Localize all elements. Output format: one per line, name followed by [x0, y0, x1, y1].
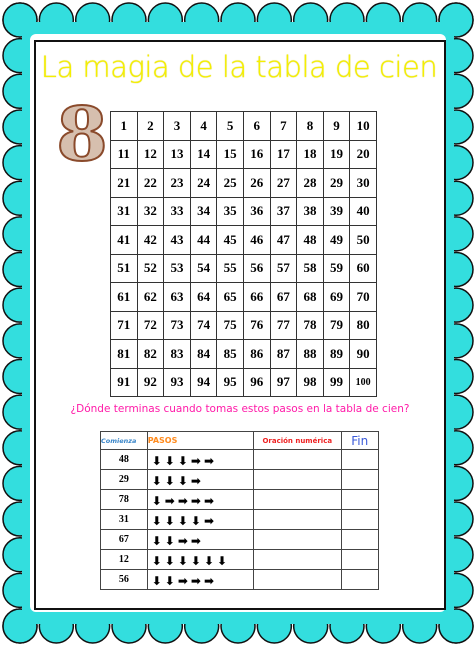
hundred-cell: 14 [190, 140, 217, 169]
hundred-cell: 45 [217, 226, 244, 255]
arrow-right-icon: ➡ [190, 474, 201, 488]
arrow-right-icon: ➡ [177, 534, 188, 548]
hundred-cell: 21 [111, 169, 138, 198]
hundred-cell: 27 [270, 169, 297, 198]
arrow-right-icon: ➡ [190, 454, 201, 468]
hundred-cell: 44 [190, 226, 217, 255]
hundred-cell: 60 [350, 254, 377, 283]
header-steps: PASOS [147, 432, 253, 450]
arrow-down-icon: ⬇ [164, 554, 175, 568]
hundred-cell: 92 [137, 368, 164, 397]
hundred-cell: 1 [111, 112, 138, 141]
hundred-cell: 66 [243, 283, 270, 312]
hundred-cell: 26 [243, 169, 270, 198]
equation-answer-cell[interactable] [254, 490, 342, 510]
hundred-cell: 39 [323, 197, 350, 226]
arrow-down-icon: ⬇ [190, 554, 201, 568]
hundred-cell: 7 [270, 112, 297, 141]
hundred-cell: 47 [270, 226, 297, 255]
arrow-down-icon: ⬇ [177, 514, 188, 528]
start-number: 78 [101, 490, 148, 510]
hundred-row [111, 368, 377, 397]
hundred-cell: 25 [217, 169, 244, 198]
arrow-down-icon: ⬇ [151, 574, 162, 588]
arrow-down-icon: ⬇ [151, 454, 162, 468]
step-arrows [147, 490, 253, 510]
end-answer-cell[interactable] [341, 530, 378, 550]
hundred-cell: 30 [350, 169, 377, 198]
arrow-down-icon: ⬇ [177, 474, 188, 488]
hundred-cell: 63 [164, 283, 191, 312]
start-number: 31 [101, 510, 148, 530]
step-arrows [147, 450, 253, 470]
end-answer-cell[interactable] [341, 550, 378, 570]
start-number: 48 [101, 450, 148, 470]
arrow-down-icon: ⬇ [151, 474, 162, 488]
arrow-right-icon: ➡ [203, 514, 214, 528]
equation-answer-cell[interactable] [254, 510, 342, 530]
hundred-cell: 72 [137, 311, 164, 340]
hundred-cell: 74 [190, 311, 217, 340]
hundred-cell: 84 [190, 340, 217, 369]
hundred-cell: 16 [243, 140, 270, 169]
hundred-row [111, 340, 377, 369]
equation-answer-cell[interactable] [254, 530, 342, 550]
hundred-cell: 89 [323, 340, 350, 369]
arrow-down-icon: ⬇ [151, 534, 162, 548]
hundred-cell: 49 [323, 226, 350, 255]
hundred-row [111, 112, 377, 141]
arrow-down-icon: ⬇ [177, 554, 188, 568]
hundred-cell: 11 [111, 140, 138, 169]
start-number: 56 [101, 570, 148, 590]
hundred-row [111, 169, 377, 198]
hundred-cell: 40 [350, 197, 377, 226]
hundred-cell: 54 [190, 254, 217, 283]
hundred-cell: 55 [217, 254, 244, 283]
hundred-cell: 38 [297, 197, 324, 226]
steps-row [101, 510, 379, 530]
hundred-cell: 28 [297, 169, 324, 198]
arrow-down-icon: ⬇ [164, 474, 175, 488]
hundred-cell: 70 [350, 283, 377, 312]
hundred-cell: 8 [297, 112, 324, 141]
hundred-cell: 52 [137, 254, 164, 283]
hundred-cell: 90 [350, 340, 377, 369]
end-answer-cell[interactable] [341, 510, 378, 530]
start-number: 29 [101, 470, 148, 490]
hundred-cell: 13 [164, 140, 191, 169]
hundred-cell: 10 [350, 112, 377, 141]
hundred-cell: 50 [350, 226, 377, 255]
hundred-cell: 62 [137, 283, 164, 312]
step-arrows [147, 470, 253, 490]
hundred-cell: 23 [164, 169, 191, 198]
hundred-cell: 17 [270, 140, 297, 169]
arrow-down-icon: ⬇ [217, 554, 228, 568]
hundred-cell: 41 [111, 226, 138, 255]
header-end: Fin [341, 432, 378, 450]
hundred-cell: 42 [137, 226, 164, 255]
start-number: 67 [101, 530, 148, 550]
hundred-cell: 97 [270, 368, 297, 397]
hundred-row [111, 311, 377, 340]
hundred-row [111, 197, 377, 226]
step-arrows [147, 530, 253, 550]
hundred-cell: 61 [111, 283, 138, 312]
steps-row [101, 470, 379, 490]
page-title: La magia de la tabla de cien [40, 50, 438, 84]
steps-row [101, 550, 379, 570]
arrow-down-icon: ⬇ [177, 454, 188, 468]
hundred-cell: 20 [350, 140, 377, 169]
hundred-cell: 5 [217, 112, 244, 141]
hundred-cell: 48 [297, 226, 324, 255]
hundred-cell: 18 [297, 140, 324, 169]
end-answer-cell[interactable] [341, 490, 378, 510]
hundred-row [111, 140, 377, 169]
hundred-cell: 76 [243, 311, 270, 340]
hundred-row [111, 283, 377, 312]
arrow-down-icon: ⬇ [164, 454, 175, 468]
hundred-cell: 82 [137, 340, 164, 369]
step-arrows [147, 550, 253, 570]
hundred-cell: 15 [217, 140, 244, 169]
arrow-down-icon: ⬇ [151, 514, 162, 528]
hundred-cell: 43 [164, 226, 191, 255]
hundred-cell: 79 [323, 311, 350, 340]
hundred-cell: 34 [190, 197, 217, 226]
step-arrows [147, 570, 253, 590]
hundred-cell: 35 [217, 197, 244, 226]
hundred-cell: 93 [164, 368, 191, 397]
hundred-cell: 69 [323, 283, 350, 312]
arrow-right-icon: ➡ [190, 494, 201, 508]
arrow-right-icon: ➡ [177, 574, 188, 588]
hundred-cell: 64 [190, 283, 217, 312]
hundred-cell: 33 [164, 197, 191, 226]
arrow-down-icon: ⬇ [190, 514, 201, 528]
equation-answer-cell[interactable] [254, 570, 342, 590]
hundred-cell: 32 [137, 197, 164, 226]
steps-row [101, 450, 379, 470]
hundred-cell: 31 [111, 197, 138, 226]
hundred-cell: 6 [243, 112, 270, 141]
equation-answer-cell[interactable] [254, 470, 342, 490]
equation-answer-cell[interactable] [254, 450, 342, 470]
hundred-cell: 88 [297, 340, 324, 369]
hundred-cell: 36 [243, 197, 270, 226]
arrow-right-icon: ➡ [190, 534, 201, 548]
arrow-right-icon: ➡ [203, 494, 214, 508]
hundred-cell: 96 [243, 368, 270, 397]
hundred-chart [110, 111, 377, 397]
hundred-cell: 9 [323, 112, 350, 141]
hundred-cell: 95 [217, 368, 244, 397]
hundred-row [111, 226, 377, 255]
arrow-down-icon: ⬇ [164, 574, 175, 588]
hundred-cell: 53 [164, 254, 191, 283]
hundred-cell: 83 [164, 340, 191, 369]
step-arrows [147, 510, 253, 530]
header-start: Comienza [101, 432, 148, 450]
end-answer-cell[interactable] [341, 570, 378, 590]
hundred-cell: 59 [323, 254, 350, 283]
end-answer-cell[interactable] [341, 450, 378, 470]
hundred-cell: 56 [243, 254, 270, 283]
steps-row [101, 530, 379, 550]
hundred-cell: 85 [217, 340, 244, 369]
steps-row [101, 570, 379, 590]
header-equation: Oración numérica [254, 432, 342, 450]
hundred-cell: 4 [190, 112, 217, 141]
equation-answer-cell[interactable] [254, 550, 342, 570]
steps-row [101, 490, 379, 510]
hundred-cell: 73 [164, 311, 191, 340]
arrow-down-icon: ⬇ [164, 534, 175, 548]
hundred-cell: 81 [111, 340, 138, 369]
arrow-right-icon: ➡ [164, 494, 175, 508]
arrow-down-icon: ⬇ [203, 554, 214, 568]
hundred-cell: 12 [137, 140, 164, 169]
start-number: 12 [101, 550, 148, 570]
arrow-right-icon: ➡ [190, 574, 201, 588]
hundred-cell: 19 [323, 140, 350, 169]
hundred-cell: 100 [350, 368, 377, 397]
arrow-right-icon: ➡ [203, 454, 214, 468]
hundred-cell: 94 [190, 368, 217, 397]
hundred-cell: 75 [217, 311, 244, 340]
hundred-row [111, 254, 377, 283]
hundred-cell: 65 [217, 283, 244, 312]
arrow-down-icon: ⬇ [151, 554, 162, 568]
arrow-down-icon: ⬇ [151, 494, 162, 508]
arrow-down-icon: ⬇ [164, 514, 175, 528]
hundred-cell: 86 [243, 340, 270, 369]
arrow-right-icon: ➡ [203, 574, 214, 588]
hundred-cell: 22 [137, 169, 164, 198]
hundred-cell: 91 [111, 368, 138, 397]
question-text: ¿Dónde terminas cuando tomas estos pasos en la tabla de cien? [70, 403, 410, 415]
big-number: 8 [56, 92, 108, 178]
hundred-cell: 71 [111, 311, 138, 340]
hundred-cell: 46 [243, 226, 270, 255]
hundred-cell: 37 [270, 197, 297, 226]
hundred-cell: 67 [270, 283, 297, 312]
hundred-cell: 3 [164, 112, 191, 141]
end-answer-cell[interactable] [341, 470, 378, 490]
hundred-cell: 24 [190, 169, 217, 198]
steps-table [100, 431, 379, 590]
arrow-right-icon: ➡ [177, 494, 188, 508]
hundred-cell: 2 [137, 112, 164, 141]
hundred-cell: 77 [270, 311, 297, 340]
hundred-cell: 80 [350, 311, 377, 340]
hundred-cell: 57 [270, 254, 297, 283]
hundred-cell: 87 [270, 340, 297, 369]
hundred-cell: 58 [297, 254, 324, 283]
hundred-cell: 68 [297, 283, 324, 312]
hundred-cell: 78 [297, 311, 324, 340]
hundred-cell: 99 [323, 368, 350, 397]
hundred-cell: 98 [297, 368, 324, 397]
hundred-cell: 51 [111, 254, 138, 283]
hundred-cell: 29 [323, 169, 350, 198]
